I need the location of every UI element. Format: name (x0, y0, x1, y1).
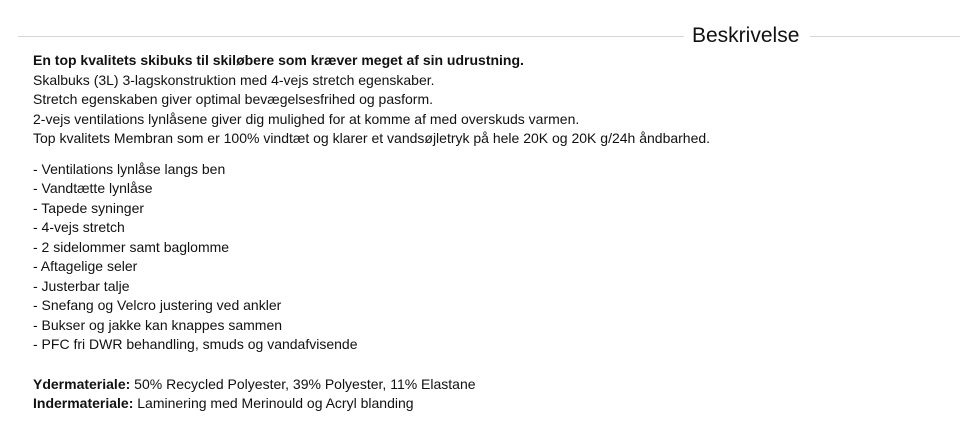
feature-list (33, 160, 933, 355)
materials-block (33, 375, 933, 414)
outer-material-value: 50% Recycled Polyester, 39% Polyester, 11% Elastane (130, 375, 476, 392)
section-title: Beskrivelse (692, 24, 800, 47)
list-item: - Aftagelige seler (33, 258, 138, 274)
list-item: - 4-vejs stretch (33, 219, 125, 235)
list-item: - 2 sidelommer samt baglomme (33, 238, 230, 255)
intro-line: Top kvalitets Membran som er 100% vindtæt og klarer et vandsøjletryk på hele 20K og 20K g/24h åndbarhed. (33, 130, 711, 146)
list-item: - Bukser og jakke kan knappes sammen (33, 316, 283, 333)
intro-line: 2-vejs ventilations lynlåsene giver dig mulighed for at komme af med overskuds varmen. (33, 110, 580, 127)
inner-material-label: Indermateriale: (33, 395, 134, 411)
list-item: - Snefang og Velcro justering ved ankler (33, 297, 282, 313)
list-item: - Vandtætte lynlåse (33, 180, 153, 196)
list-item: - Justerbar talje (33, 277, 130, 294)
inner-material (33, 394, 933, 414)
outer-material-label: Ydermateriale: (33, 375, 131, 392)
header-divider-right (810, 36, 960, 37)
outer-material (33, 375, 933, 395)
list-item: - Tapede syninger (33, 199, 145, 216)
header-divider-left (18, 36, 684, 37)
intro-lead: En top kvalitets skibuks til skiløbere som kræver meget af sin udrustning. (33, 52, 524, 68)
intro-line: Skalbuks (3L) 3-lagskonstruktion med 4-vejs stretch egenskaber. (33, 71, 435, 88)
intro-line: Stretch egenskaben giver optimal bevægelsesfrihed og pasform. (33, 91, 433, 107)
list-item: - Ventilations lynlåse langs ben (33, 160, 226, 177)
list-item: - PFC fri DWR behandling, smuds og vandafvisende (33, 336, 358, 352)
description-content (33, 51, 933, 414)
inner-material-value: Laminering med Merinould og Acryl blanding (133, 395, 414, 411)
section-header (18, 20, 960, 52)
